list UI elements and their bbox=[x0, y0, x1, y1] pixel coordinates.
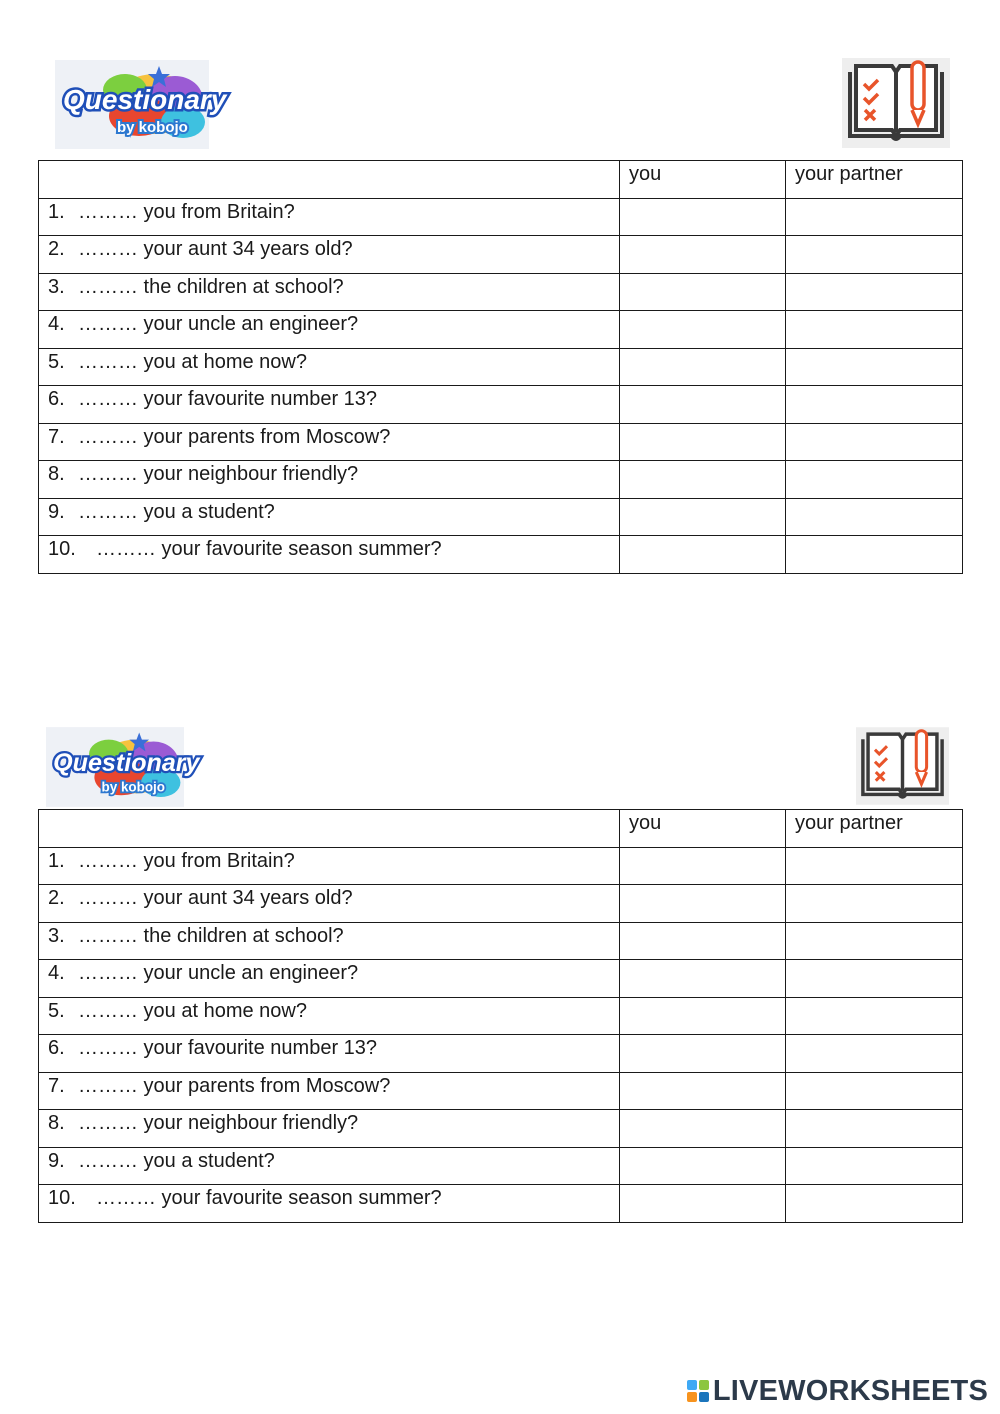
question-cell: 7. ……… your parents from Moscow? bbox=[39, 423, 620, 461]
question-cell: 9. ……… you a student? bbox=[39, 1147, 620, 1185]
you-answer-cell[interactable] bbox=[620, 997, 786, 1035]
question-cell: 10. ……… your favourite season summer? bbox=[39, 1185, 620, 1223]
table-row bbox=[39, 423, 963, 461]
you-answer-cell[interactable] bbox=[620, 847, 786, 885]
question-cell: 3. ……… the children at school? bbox=[39, 922, 620, 960]
you-answer-cell[interactable] bbox=[620, 273, 786, 311]
table-row bbox=[39, 1110, 963, 1148]
question-cell: 7. ……… your parents from Moscow? bbox=[39, 1072, 620, 1110]
question-cell: 9. ……… you a student? bbox=[39, 498, 620, 536]
partner-answer-cell[interactable] bbox=[786, 198, 963, 236]
question-cell: 10. ……… your favourite season summer? bbox=[39, 536, 620, 574]
question-cell: 5. ……… you at home now? bbox=[39, 348, 620, 386]
question-cell: 1. ……… you from Britain? bbox=[39, 847, 620, 885]
you-answer-cell[interactable] bbox=[620, 461, 786, 499]
checklist-book-pen-icon bbox=[856, 727, 949, 805]
table-row bbox=[39, 461, 963, 499]
you-header: you bbox=[620, 810, 786, 848]
question-cell: 1. ……… you from Britain? bbox=[39, 198, 620, 236]
questions-table-1 bbox=[38, 160, 963, 574]
partner-answer-cell[interactable] bbox=[786, 498, 963, 536]
table-row bbox=[39, 536, 963, 574]
partner-answer-cell[interactable] bbox=[786, 386, 963, 424]
you-answer-cell[interactable] bbox=[620, 348, 786, 386]
you-header: you bbox=[620, 161, 786, 199]
partner-answer-cell[interactable] bbox=[786, 273, 963, 311]
logo-subtitle: by kobojo bbox=[101, 779, 166, 795]
partner-answer-cell[interactable] bbox=[786, 997, 963, 1035]
partner-answer-cell[interactable] bbox=[786, 1110, 963, 1148]
question-cell: 6. ……… your favourite number 13? bbox=[39, 386, 620, 424]
question-cell: 4. ……… your uncle an engineer? bbox=[39, 311, 620, 349]
table-row bbox=[39, 1035, 963, 1073]
table-row bbox=[39, 348, 963, 386]
question-cell: 2. ……… your aunt 34 years old? bbox=[39, 885, 620, 923]
questions-table-2 bbox=[38, 809, 963, 1223]
partner-answer-cell[interactable] bbox=[786, 461, 963, 499]
you-answer-cell[interactable] bbox=[620, 1072, 786, 1110]
table-row bbox=[39, 1147, 963, 1185]
you-answer-cell[interactable] bbox=[620, 1147, 786, 1185]
partner-answer-cell[interactable] bbox=[786, 1147, 963, 1185]
question-header bbox=[39, 161, 620, 199]
you-answer-cell[interactable] bbox=[620, 885, 786, 923]
questionary-logo bbox=[55, 60, 227, 149]
table-row bbox=[39, 960, 963, 998]
table-row bbox=[39, 1185, 963, 1223]
you-answer-cell[interactable] bbox=[620, 198, 786, 236]
you-answer-cell[interactable] bbox=[620, 423, 786, 461]
you-answer-cell[interactable] bbox=[620, 922, 786, 960]
question-cell: 2. ……… your aunt 34 years old? bbox=[39, 236, 620, 274]
table-row bbox=[39, 236, 963, 274]
question-cell: 4. ……… your uncle an engineer? bbox=[39, 960, 620, 998]
checklist-book-pen-icon bbox=[842, 58, 950, 148]
question-cell: 3. ……… the children at school? bbox=[39, 273, 620, 311]
you-answer-cell[interactable] bbox=[620, 1035, 786, 1073]
you-answer-cell[interactable] bbox=[620, 536, 786, 574]
question-cell: 8. ……… your neighbour friendly? bbox=[39, 1110, 620, 1148]
liveworksheets-logo-icon bbox=[687, 1380, 709, 1402]
partner-answer-cell[interactable] bbox=[786, 922, 963, 960]
header-row bbox=[39, 161, 963, 199]
partner-answer-cell[interactable] bbox=[786, 1035, 963, 1073]
partner-answer-cell[interactable] bbox=[786, 423, 963, 461]
partner-answer-cell[interactable] bbox=[786, 348, 963, 386]
header-row bbox=[39, 810, 963, 848]
partner-answer-cell[interactable] bbox=[786, 1072, 963, 1110]
you-answer-cell[interactable] bbox=[620, 386, 786, 424]
table-row bbox=[39, 997, 963, 1035]
partner-answer-cell[interactable] bbox=[786, 960, 963, 998]
partner-answer-cell[interactable] bbox=[786, 1185, 963, 1223]
liveworksheets-brand bbox=[687, 1376, 988, 1406]
partner-answer-cell[interactable] bbox=[786, 847, 963, 885]
partner-header: your partner bbox=[786, 810, 963, 848]
table-row bbox=[39, 498, 963, 536]
question-cell: 8. ……… your neighbour friendly? bbox=[39, 461, 620, 499]
question-cell: 6. ……… your favourite number 13? bbox=[39, 1035, 620, 1073]
table-row bbox=[39, 885, 963, 923]
table-row bbox=[39, 847, 963, 885]
partner-answer-cell[interactable] bbox=[786, 236, 963, 274]
table-row bbox=[39, 311, 963, 349]
logo-title: Questionary bbox=[63, 84, 227, 115]
table-row bbox=[39, 273, 963, 311]
table-row bbox=[39, 1072, 963, 1110]
table-row bbox=[39, 198, 963, 236]
table-row bbox=[39, 922, 963, 960]
table-row bbox=[39, 386, 963, 424]
questionary-logo bbox=[46, 727, 200, 807]
partner-answer-cell[interactable] bbox=[786, 536, 963, 574]
you-answer-cell[interactable] bbox=[620, 1110, 786, 1148]
partner-answer-cell[interactable] bbox=[786, 885, 963, 923]
you-answer-cell[interactable] bbox=[620, 498, 786, 536]
brand-text: LIVEWORKSHEETS bbox=[712, 1374, 988, 1407]
partner-header: your partner bbox=[786, 161, 963, 199]
question-header bbox=[39, 810, 620, 848]
question-cell: 5. ……… you at home now? bbox=[39, 997, 620, 1035]
partner-answer-cell[interactable] bbox=[786, 311, 963, 349]
you-answer-cell[interactable] bbox=[620, 236, 786, 274]
logo-subtitle: by kobojo bbox=[117, 119, 188, 136]
you-answer-cell[interactable] bbox=[620, 311, 786, 349]
logo-title: Questionary bbox=[53, 749, 200, 778]
you-answer-cell[interactable] bbox=[620, 1185, 786, 1223]
you-answer-cell[interactable] bbox=[620, 960, 786, 998]
